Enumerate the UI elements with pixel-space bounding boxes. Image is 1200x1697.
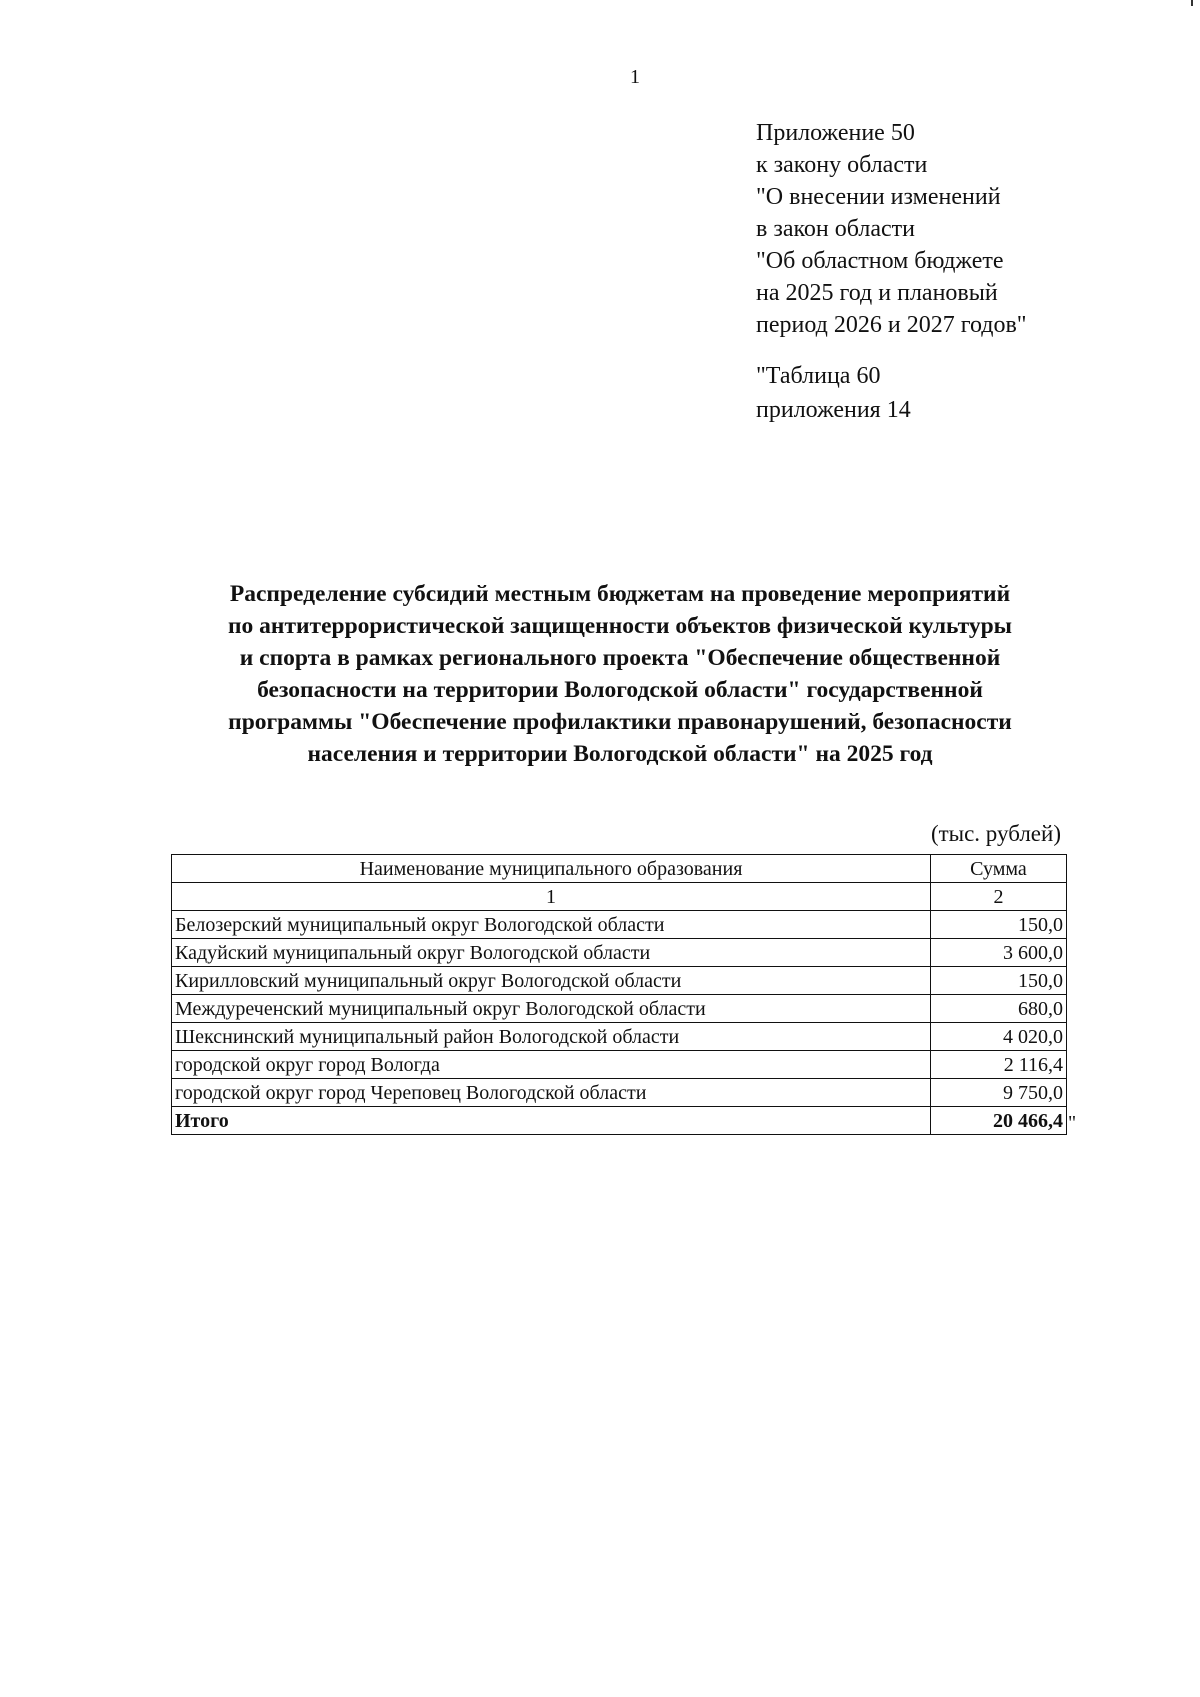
appendix-line: на 2025 год и плановый <box>756 280 998 306</box>
title-line: населения и территории Вологодской области" на 2025 год <box>307 741 933 767</box>
title-line: программы "Обеспечение профилактики правонарушений, безопасности <box>228 709 1012 735</box>
municipality-name: Кадуйский муниципальный округ Вологодской области <box>172 939 931 967</box>
title-line: Распределение субсидий местным бюджетам на проведение мероприятий <box>229 581 1011 607</box>
table-row <box>172 939 1067 967</box>
header-name: Наименование муниципального образования <box>172 855 931 883</box>
subsidy-sum: 150,0 <box>931 911 1067 939</box>
subsidy-sum: 2 116,4 <box>931 1051 1067 1079</box>
subsidy-sum: 3 600,0 <box>931 939 1067 967</box>
subsidy-table <box>171 854 1067 1135</box>
column-number: 2 <box>931 883 1067 911</box>
appendix-line: "О внесении изменений <box>756 184 1001 210</box>
table-reference-line: "Таблица 60 <box>756 363 881 389</box>
subsidy-sum: 9 750,0 <box>931 1079 1067 1107</box>
subsidy-sum: 4 020,0 <box>931 1023 1067 1051</box>
municipality-name: городской округ город Череповец Вологодской области <box>172 1079 931 1107</box>
municipality-name: Белозерский муниципальный округ Вологодской области <box>172 911 931 939</box>
table-header-row <box>172 855 1067 883</box>
appendix-line: к закону области <box>756 152 928 178</box>
appendix-line: период 2026 и 2027 годов" <box>756 312 1027 338</box>
column-number-row <box>172 883 1067 911</box>
table-row <box>172 995 1067 1023</box>
title-line: безопасности на территории Вологодской области" государственной <box>257 677 983 703</box>
table-row <box>172 1051 1067 1079</box>
units-label: (тыс. рублей) <box>930 821 1061 846</box>
column-number: 1 <box>172 883 931 911</box>
appendix-line: Приложение 50 <box>756 120 915 146</box>
table-reference-line: приложения 14 <box>756 397 911 423</box>
total-sum: 20 466,4 <box>931 1107 1067 1135</box>
table-row <box>172 1023 1067 1051</box>
municipality-name: Шекснинский муниципальный район Вологодской области <box>172 1023 931 1051</box>
page-number: 1 <box>630 66 640 88</box>
closing-quote: " <box>1068 1112 1077 1134</box>
scan-corner-mark <box>1191 0 1193 6</box>
table-row <box>172 1079 1067 1107</box>
header-sum: Сумма <box>931 855 1067 883</box>
total-label: Итого <box>172 1107 931 1135</box>
table-reference <box>756 359 911 427</box>
title-line: по антитеррористической защищенности объектов физической культуры <box>227 613 1012 639</box>
subsidy-sum: 680,0 <box>931 995 1067 1023</box>
subsidy-sum: 150,0 <box>931 967 1067 995</box>
municipality-name: Междуреченский муниципальный округ Вологодской области <box>172 995 931 1023</box>
title-line: и спорта в рамках регионального проекта "Обеспечение общественной <box>239 645 1001 671</box>
total-row <box>172 1107 1067 1135</box>
appendix-line: в закон области <box>756 216 915 242</box>
municipality-name: Кирилловский муниципальный округ Вологодской области <box>172 967 931 995</box>
table-row <box>172 911 1067 939</box>
appendix-line: "Об областном бюджете <box>756 248 1004 274</box>
municipality-name: городской округ город Вологда <box>172 1051 931 1079</box>
table-row <box>172 967 1067 995</box>
document-title <box>170 578 1070 770</box>
appendix-header <box>756 117 1027 341</box>
